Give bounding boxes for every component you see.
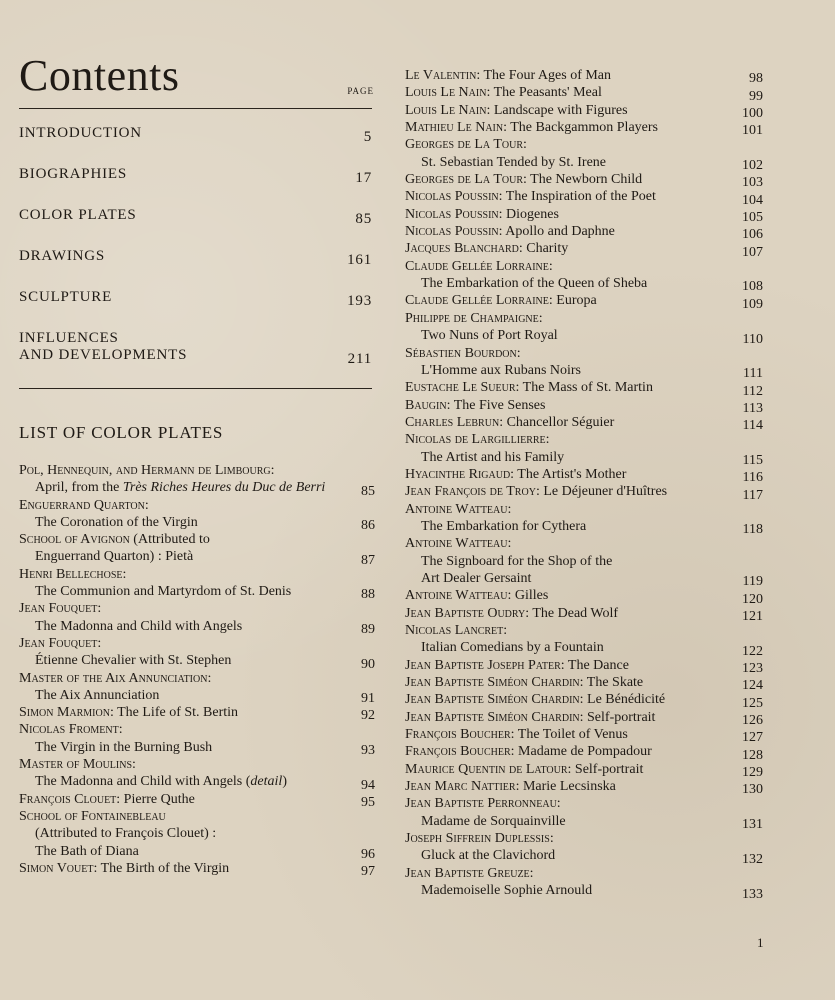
plate-artist-line: Jean François de Troy: Le Déjeuner d'Huîtres <box>405 484 668 500</box>
plate-page: 124 <box>742 678 763 694</box>
plate-artist: Jean Baptiste Oudry <box>405 605 526 621</box>
plate-artist: Louis Le Nain <box>405 102 487 118</box>
italic-title: Très Riches Heures du Duc de Berri <box>122 480 326 496</box>
title-row <box>19 50 374 108</box>
plate-title-line: Mademoiselle Sophie Arnould <box>421 883 593 899</box>
plate-artist-line: Simon Marmion: The Life of St. Bertin <box>19 705 239 721</box>
plate-title-line: L'Homme aux Rubans Noirs <box>421 362 582 378</box>
plate-page: 122 <box>742 643 763 659</box>
plate-entry <box>19 635 374 670</box>
plate-artist-line: Joseph Siffrein Duplessis: <box>405 831 554 847</box>
plate-entry <box>19 566 374 601</box>
plate-artist-line: Jean Baptiste Siméon Chardin: Le Bénédicité <box>405 692 666 708</box>
plate-entry <box>405 691 763 711</box>
plate-artist: School of Fontainebleau <box>19 808 166 824</box>
plate-title-line: Madame de Sorquainville <box>421 813 566 829</box>
plate-page: 94 <box>361 777 375 793</box>
section-page: 85 <box>355 211 372 227</box>
plate-page: 88 <box>361 587 375 603</box>
plate-title-line: The Madonna and Child with Angels (detail) <box>35 774 287 790</box>
section-page: 193 <box>347 293 372 309</box>
plate-entry <box>19 462 374 497</box>
plate-page: 113 <box>742 400 763 416</box>
plate-title-line: Enguerrand Quarton) : Pietà <box>35 549 194 565</box>
plate-page: 96 <box>361 846 375 862</box>
plate-entry <box>19 756 374 791</box>
plate-page: 91 <box>361 691 375 707</box>
plate-artist-line: Enguerrand Quarton: <box>19 497 149 513</box>
plate-artist: Georges de La Tour <box>405 172 524 188</box>
plate-entry <box>405 258 763 293</box>
plate-entry <box>405 310 763 345</box>
plate-entry <box>405 67 763 87</box>
plate-page: 128 <box>742 747 763 763</box>
plate-artist: Jean Baptiste Joseph Pater <box>405 657 561 673</box>
plate-page: 132 <box>742 851 763 867</box>
plate-page: 85 <box>361 483 375 499</box>
plate-entry <box>405 206 763 226</box>
plate-entry <box>405 622 763 657</box>
plate-page: 129 <box>742 765 763 781</box>
section-item <box>19 125 374 145</box>
plate-entry <box>405 587 763 607</box>
plate-artist: Nicolas Poussin <box>405 206 499 222</box>
plate-artist: François Boucher <box>405 744 511 760</box>
italic-title: detail <box>250 774 283 790</box>
plate-title-line: Two Nuns of Port Royal <box>421 328 558 344</box>
plate-page: 115 <box>742 452 763 468</box>
plate-page: 99 <box>749 88 763 104</box>
plate-entry <box>405 345 763 380</box>
plate-page: 108 <box>742 279 763 295</box>
plate-artist-line: Nicolas Lancret: <box>405 623 508 638</box>
plate-artist: Jean Baptiste Siméon Chardin <box>405 675 580 691</box>
plate-entry <box>19 497 374 532</box>
plate-artist-line: François Boucher: The Toilet of Venus <box>405 727 628 743</box>
plate-page: 125 <box>742 695 763 711</box>
plate-entry <box>19 600 374 635</box>
section-page: 17 <box>355 170 372 186</box>
plate-artist: Jean Baptiste Greuze <box>405 865 530 881</box>
plate-artist: Jean François de Troy <box>405 484 536 500</box>
plate-entry <box>405 379 763 399</box>
plate-artist-line: Jacques Blanchard: Charity <box>405 241 569 257</box>
plate-artist-line: Baugin: The Five Senses <box>405 397 546 413</box>
plate-title-line: St. Sebastian Tended by St. Irene <box>421 154 607 170</box>
plate-entry <box>405 726 763 746</box>
plate-entry <box>405 102 763 122</box>
plate-entry <box>405 743 763 763</box>
section-page: 161 <box>347 252 372 268</box>
plate-page: 107 <box>742 244 763 260</box>
plate-entry <box>405 466 763 486</box>
plate-entry <box>405 292 763 312</box>
plate-page: 102 <box>742 158 763 174</box>
plate-title-line: Art Dealer Gersaint <box>421 570 532 586</box>
plate-entry <box>405 865 763 900</box>
plate-artist-line: Antoine Watteau: <box>405 501 512 517</box>
plate-entry <box>405 171 763 191</box>
plate-page: 86 <box>361 518 375 534</box>
plate-artist: Antoine Watteau <box>405 536 508 552</box>
plate-artist-line: Mathieu Le Nain: The Backgammon Players <box>405 120 658 136</box>
plate-artist: Georges de La Tour <box>405 137 524 153</box>
plate-entry <box>405 830 763 865</box>
plate-artist: Sébastien Bourdon <box>405 345 517 361</box>
plate-artist-line: François Clouet: Pierre Quthe <box>19 791 195 807</box>
plate-title-line: The Communion and Martyrdom of St. Denis <box>35 584 292 600</box>
plate-title-line: (Attributed to François Clouet) : <box>35 826 217 842</box>
folio-number: 1 <box>757 935 764 950</box>
plate-artist: Hyacinthe Rigaud <box>405 466 511 482</box>
plate-artist: Eustache Le Sueur <box>405 380 516 396</box>
plate-artist-line <box>19 808 374 825</box>
plate-artist: Jean Baptiste Perronneau <box>405 796 557 812</box>
plate-artist-line: Jean Fouquet: <box>19 601 102 617</box>
plate-artist-line: Louis Le Nain: Landscape with Figures <box>405 102 628 118</box>
plate-artist: Nicolas Lancret <box>405 623 504 638</box>
plate-page: 120 <box>742 591 763 607</box>
plate-entry <box>405 605 763 622</box>
plate-artist: Jean Fouquet <box>19 601 98 617</box>
plate-page: 133 <box>742 886 763 902</box>
plate-page: 100 <box>742 106 763 122</box>
plate-artist-line: Jean Baptiste Joseph Pater: The Dance <box>405 657 629 673</box>
plate-artist-line: Eustache Le Sueur: The Mass of St. Martin <box>405 380 653 396</box>
plate-entry <box>405 240 763 260</box>
plate-artist-line: Claude Gellée Lorraine: <box>405 258 553 274</box>
plate-artist-line: Jean Baptiste Perronneau: <box>405 796 561 812</box>
plate-entry <box>19 531 374 566</box>
plate-title-line: The Signboard for the Shop of the <box>421 553 613 569</box>
section-item <box>19 248 374 268</box>
plate-artist: Claude Gellée Lorraine <box>405 293 549 309</box>
plate-entry <box>19 704 375 724</box>
plate-artist: Nicolas de Largillierre <box>405 432 546 448</box>
plate-artist-line: Jean Baptiste Greuze: <box>405 865 534 881</box>
plate-title-line: Étienne Chevalier with St. Stephen <box>35 653 232 669</box>
section-item <box>19 207 374 227</box>
plate-artist-line: Jean Baptiste Siméon Chardin: The Skate <box>405 675 644 691</box>
plate-page: 121 <box>742 609 763 624</box>
plate-page: 95 <box>361 794 375 810</box>
plate-artist: Nicolas Poussin <box>405 224 499 240</box>
plate-title-line: The Aix Annunciation <box>35 687 160 703</box>
plate-artist-line: Nicolas de Largillierre: <box>405 432 550 448</box>
plate-entry <box>405 761 763 781</box>
plate-page: 103 <box>742 175 763 191</box>
left-column <box>19 50 375 880</box>
plate-page: 93 <box>361 743 375 759</box>
plate-artist-line: Nicolas Poussin: Apollo and Daphne <box>405 224 615 240</box>
plate-title-line: The Virgin in the Burning Bush <box>35 739 213 755</box>
plate-page: 98 <box>749 71 763 87</box>
plate-artist: Joseph Siffrein Duplessis <box>405 831 550 847</box>
plate-artist-line: Simon Vouet: The Birth of the Virgin <box>19 860 230 876</box>
middle-rule <box>19 388 372 389</box>
plate-page: 110 <box>742 331 763 347</box>
page-title: Contents <box>19 51 180 100</box>
plate-artist-line: Pol, Hennequin, and Hermann de Limbourg: <box>19 463 275 478</box>
plate-page: 106 <box>742 227 763 243</box>
plate-entry <box>405 483 763 503</box>
plate-artist: Master of Moulins <box>19 757 133 773</box>
plate-artist: Nicolas Poussin <box>405 189 499 205</box>
plate-artist: Charles Lebrun <box>405 414 500 430</box>
plate-title-line: Italian Comedians by a Fountain <box>421 640 604 656</box>
plate-page: 97 <box>361 864 375 880</box>
plate-page: 90 <box>361 656 375 672</box>
plate-title-line: The Embarkation for Cythera <box>421 518 587 534</box>
plate-title-line: The Artist and his Family <box>421 449 565 465</box>
plate-artist-line: François Boucher: Madame de Pompadour <box>405 744 652 760</box>
plate-page: 87 <box>361 552 375 568</box>
plate-artist: François Clouet <box>19 791 117 807</box>
plate-artist-line: Master of the Aix Annunciation: <box>19 670 212 686</box>
plate-entry <box>19 721 375 759</box>
plate-entry <box>405 795 763 833</box>
plate-entry <box>19 860 375 880</box>
plate-entry <box>19 670 374 705</box>
plate-artist-line: Nicolas Poussin: The Inspiration of the Poet <box>405 189 656 205</box>
section-label: DRAWINGS <box>19 248 106 264</box>
plate-page: 89 <box>361 621 375 637</box>
plate-title-line: The Coronation of the Virgin <box>35 514 198 530</box>
plate-artist: Maurice Quentin de Latour <box>405 761 568 777</box>
section-item <box>19 289 374 309</box>
plate-entry <box>405 223 763 243</box>
plate-artist: Nicolas Froment <box>19 722 119 738</box>
section-item <box>19 166 374 186</box>
plate-entry <box>405 84 763 104</box>
plate-entry <box>405 431 763 466</box>
plate-artist: School of Avignon <box>19 532 130 548</box>
plate-entry <box>405 397 763 414</box>
plate-entry <box>405 136 763 174</box>
plate-entry <box>405 188 763 208</box>
plate-page: 126 <box>742 713 763 729</box>
plate-title-line: Gluck at the Clavichord <box>421 848 556 864</box>
plate-page: 116 <box>742 470 763 486</box>
plate-artist-line: Charles Lebrun: Chancellor Séguier <box>405 414 615 430</box>
plate-page: 131 <box>742 817 763 833</box>
plate-artist: Philippe de Champaigne <box>405 310 539 326</box>
plate-page: 104 <box>742 192 763 208</box>
plate-page: 112 <box>742 383 763 399</box>
plate-artist-line: Claude Gellée Lorraine: Europa <box>405 293 597 309</box>
plate-artist: Jean Marc Nattier <box>405 779 516 795</box>
plate-artist-line: Le Valentin: The Four Ages of Man <box>405 68 612 83</box>
plate-entry <box>405 674 763 694</box>
plate-artist-line: Philippe de Champaigne: <box>405 310 543 326</box>
plate-title-line: The Embarkation of the Queen of Sheba <box>421 276 648 292</box>
plate-artist-line: Jean Marc Nattier: Marie Lecsinska <box>405 779 616 795</box>
plate-artist: Le Valentin <box>405 68 477 83</box>
plate-artist: Jean Baptiste Siméon Chardin <box>405 692 580 708</box>
plates-list-right <box>405 67 763 900</box>
plate-entry <box>405 657 763 677</box>
plate-artist: Jean Baptiste Siméon Chardin <box>405 709 580 725</box>
section-page: 5 <box>363 129 372 145</box>
plate-artist: Antoine Watteau <box>405 501 508 517</box>
plate-artist: Simon Vouet <box>19 860 94 876</box>
section-label: INTRODUCTION <box>19 125 142 141</box>
plate-title-line: April, from the Très Riches Heures du Duc de Berri <box>35 480 326 496</box>
plate-page: 101 <box>742 123 763 139</box>
plate-artist: Simon Marmion <box>19 705 110 721</box>
plate-artist-line: Hyacinthe Rigaud: The Artist's Mother <box>405 466 627 482</box>
plate-artist-line: Henri Bellechose: <box>19 566 127 582</box>
plate-entry <box>405 119 763 139</box>
plate-page: 114 <box>742 418 763 434</box>
plate-artist: Enguerrand Quarton <box>19 497 145 513</box>
plates-list-left <box>19 462 375 880</box>
list-heading: LIST OF COLOR PLATES <box>19 423 224 442</box>
section-label: SCULPTURE <box>19 289 113 305</box>
plate-entry <box>405 709 763 729</box>
section-page: 211 <box>347 351 372 367</box>
section-label: INFLUENCES AND DEVELOPMENTS <box>19 330 188 363</box>
plate-artist: Jacques Blanchard <box>405 241 519 257</box>
plate-artist-line: Nicolas Froment: <box>19 722 123 738</box>
plate-artist-line: Antoine Watteau: <box>405 536 512 552</box>
plate-artist-line: School of Avignon (Attributed to <box>19 532 210 548</box>
plate-artist: François Boucher <box>405 727 511 743</box>
plate-artist-line: Sébastien Bourdon: <box>405 345 521 361</box>
plate-page: 130 <box>742 782 763 798</box>
plate-artist-line: Jean Baptiste Oudry: The Dead Wolf <box>405 605 619 621</box>
section-label: BIOGRAPHIES <box>19 166 127 182</box>
plate-entry <box>405 535 763 590</box>
plate-page: 92 <box>361 708 375 724</box>
plate-entry <box>19 791 374 808</box>
plate-artist-line: Nicolas Poussin: Diogenes <box>405 206 559 222</box>
page-column-label: PAGE <box>347 86 374 96</box>
plate-artist-line: Georges de La Tour: <box>405 137 527 153</box>
plate-artist-line: Louis Le Nain: The Peasants' Meal <box>405 85 602 101</box>
plate-entry <box>405 501 763 536</box>
plate-artist-line: Master of Moulins: <box>19 757 136 773</box>
plate-entry <box>19 808 374 860</box>
plate-page: 109 <box>742 296 763 312</box>
plate-artist: Louis Le Nain <box>405 85 487 101</box>
plate-page: 127 <box>742 730 763 746</box>
plate-page: 123 <box>742 661 763 677</box>
plate-page: 119 <box>742 574 763 590</box>
plate-title-line: The Bath of Diana <box>35 843 139 859</box>
plate-artist-line: Antoine Watteau: Gilles <box>405 588 549 604</box>
sections-list <box>19 125 374 367</box>
plate-page: 118 <box>742 522 763 538</box>
plate-artist-line: Georges de La Tour: The Newborn Child <box>405 172 643 188</box>
plate-page: 105 <box>742 210 763 226</box>
plate-artist: Jean Fouquet <box>19 635 98 651</box>
plate-artist-line: Maurice Quentin de Latour: Self-portrait <box>405 761 644 777</box>
plate-entry <box>405 414 763 434</box>
section-label: COLOR PLATES <box>19 207 137 223</box>
plate-entry <box>405 778 763 798</box>
plate-page: 111 <box>743 366 763 382</box>
plate-artist: Pol, Hennequin, and Hermann de Limbourg <box>19 463 271 478</box>
plate-artist-line: Jean Baptiste Siméon Chardin: Self-portrait <box>405 709 656 725</box>
plate-artist: Claude Gellée Lorraine <box>405 258 549 274</box>
plate-artist-line: Jean Fouquet: <box>19 635 102 651</box>
plate-artist: Baugin <box>405 397 447 413</box>
plate-page: 117 <box>742 487 763 503</box>
top-rule <box>19 108 372 109</box>
plate-artist: Master of the Aix Annunciation <box>19 670 208 686</box>
plate-title-line: The Madonna and Child with Angels <box>35 618 243 634</box>
section-item <box>19 330 374 367</box>
plate-artist: Mathieu Le Nain <box>405 120 504 136</box>
plate-artist: Antoine Watteau <box>405 588 508 604</box>
plate-artist: Henri Bellechose <box>19 566 123 582</box>
